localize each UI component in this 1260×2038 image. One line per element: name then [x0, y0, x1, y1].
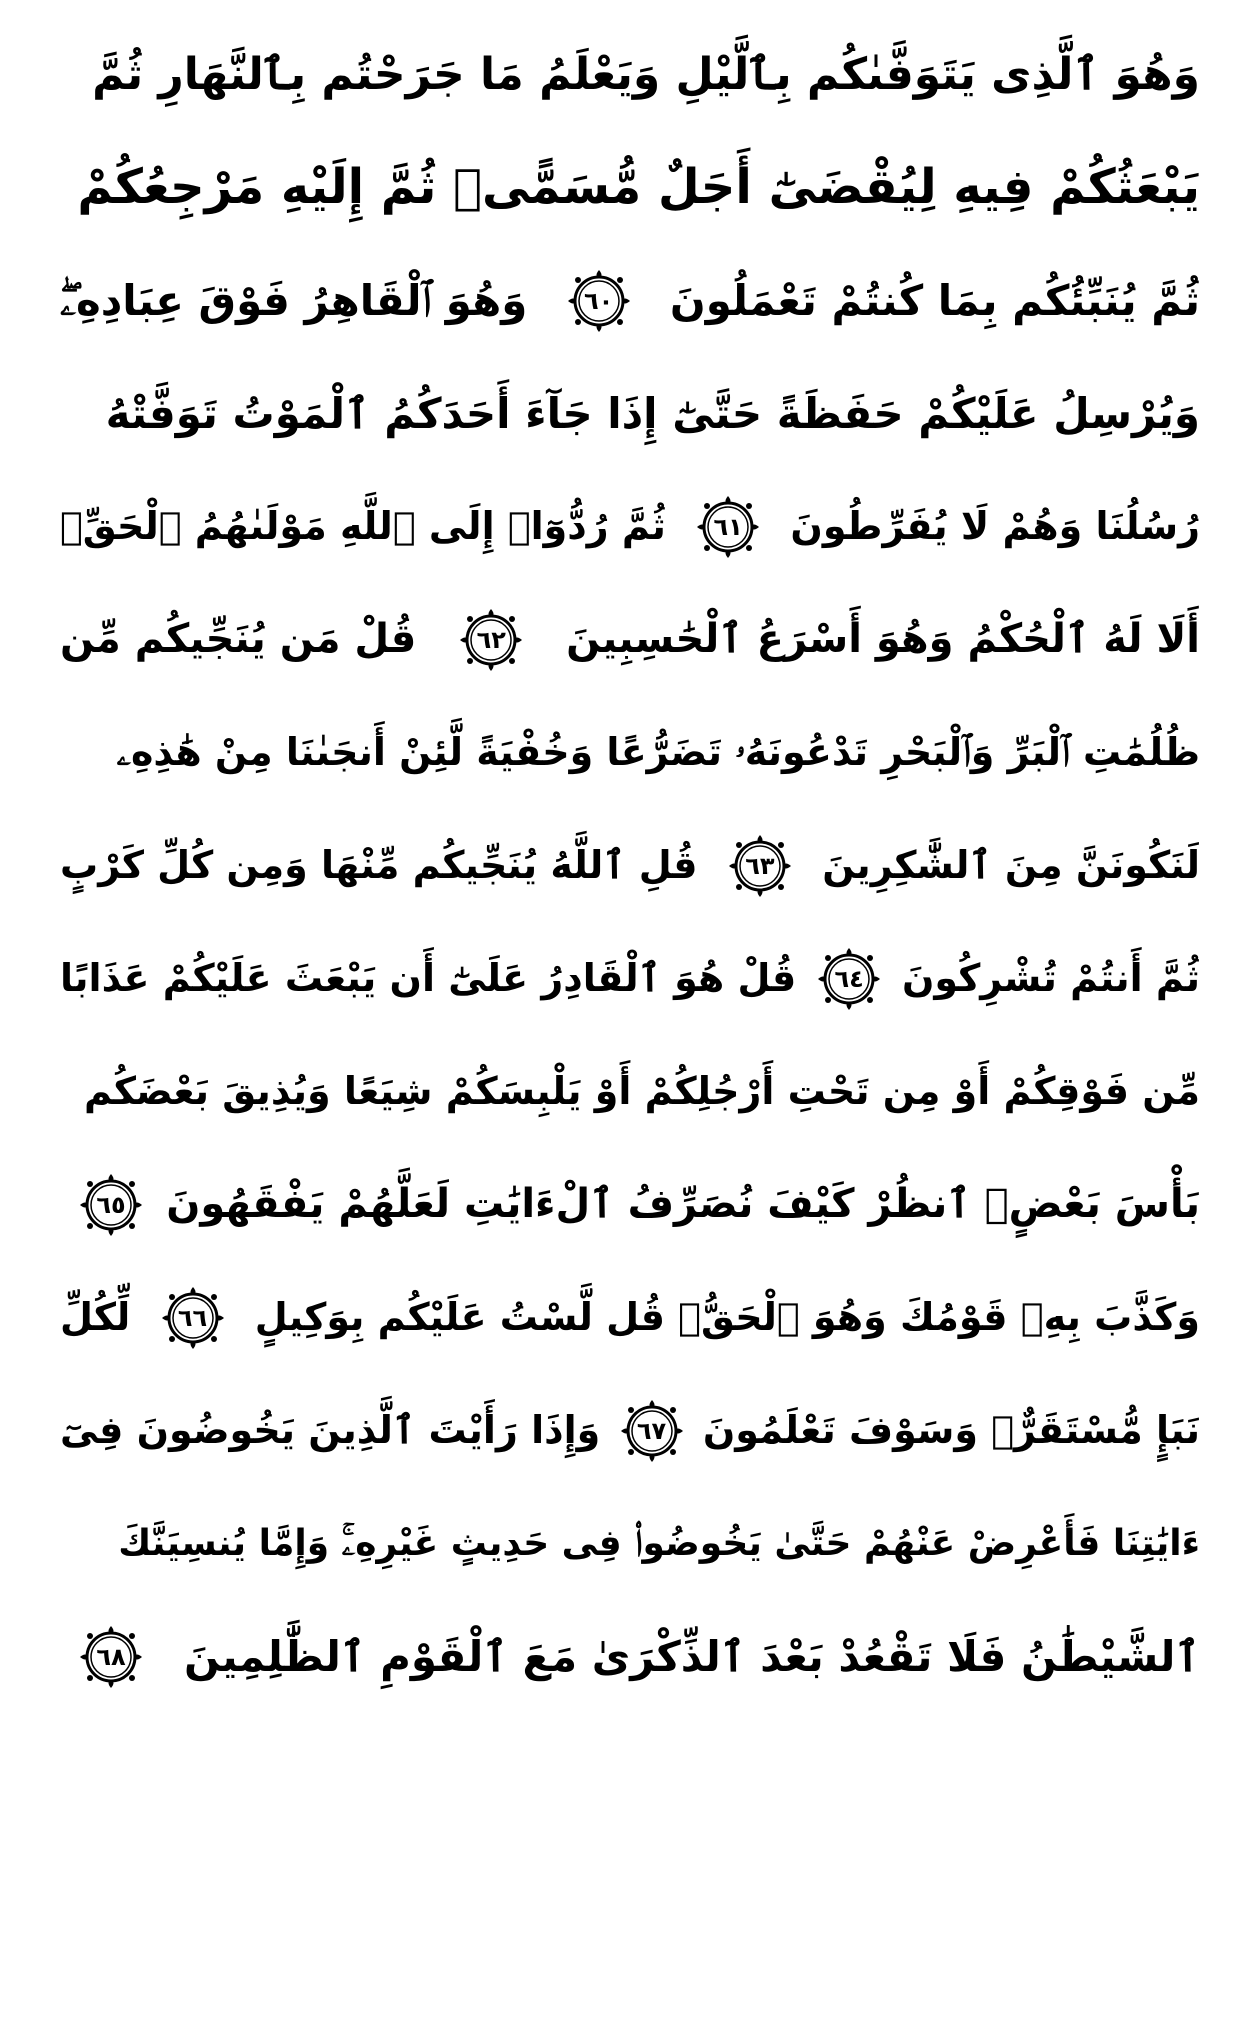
verse-text: وَكَذَّبَ بِهِۦ قَوْمُكَ وَهُوَ ٱلْحَقُّۚ قُل لَّسْتُ عَلَيْكُم بِوَكِيلٍ	[254, 1295, 1200, 1339]
verse-line	[60, 809, 1200, 922]
verse-line	[60, 244, 1200, 357]
verse-line	[60, 1035, 1200, 1148]
ayah-number: ٦١	[713, 512, 743, 541]
verse-line	[60, 1374, 1200, 1487]
verse-text: ثُمَّ أَنتُمْ تُشْرِكُونَ	[901, 956, 1200, 1000]
verse-text: مِّن فَوْقِكُمْ أَوْ مِن تَحْتِ أَرْجُلِكُمْ أَوْ يَلْبِسَكُمْ شِيَعًا وَيُذِيقَ بَعْضَكُم	[84, 1069, 1200, 1113]
verse-line-content	[60, 131, 1200, 244]
verse-text: وَإِذَا رَأَيْتَ ٱلَّذِينَ يَخُوضُونَ فِىٓ	[60, 1408, 601, 1452]
verse-text: ٱلشَّيْطَٰنُ فَلَا تَقْعُدْ بَعْدَ ٱلذِّكْرَىٰ مَعَ ٱلْقَوْمِ ٱلظَّٰلِمِينَ	[183, 1632, 1200, 1681]
verse-text: لِّكُلِّ	[60, 1295, 131, 1339]
ayah-number-marker	[76, 1622, 146, 1692]
verse-text: قُلِ ٱللَّهُ يُنَجِّيكُم مِّنْهَا وَمِن كُلِّ كَرْبٍ	[60, 843, 698, 887]
verse-line	[60, 131, 1200, 244]
verse-line	[60, 1261, 1200, 1374]
verse-text: لَنَكُونَنَّ مِنَ ٱلشَّٰكِرِينَ	[822, 843, 1200, 887]
ayah-number: ٦٢	[476, 625, 506, 654]
verse-line	[60, 470, 1200, 583]
verse-text: بَأْسَ بَعْضٍۗ ٱنظُرْ كَيْفَ نُصَرِّفُ ٱلْءَايَٰتِ لَعَلَّهُمْ يَفْقَهُونَ	[166, 1181, 1200, 1227]
ayah-number-marker	[814, 944, 884, 1014]
verse-text: أَلَا لَهُ ٱلْحُكْمُ وَهُوَ أَسْرَعُ ٱلْحَٰسِبِينَ	[566, 616, 1200, 662]
verse-line	[60, 1600, 1200, 1713]
verse-line-content	[60, 696, 1200, 809]
verse-line-content	[60, 1261, 1200, 1374]
verse-line-content	[60, 1487, 1200, 1600]
verse-line-content	[60, 1035, 1200, 1148]
verse-text: ظُلُمَٰتِ ٱلْبَرِّ وَٱلْبَحْرِ تَدْعُونَهُۥ تَضَرُّعًا وَخُفْيَةً لَّئِنْ أَنجَىٰنَا مِنْ هَٰذِهِۦ	[116, 730, 1200, 774]
ayah-number: ٦٦	[177, 1303, 208, 1332]
ayah-number-marker	[456, 605, 526, 675]
verse-text: قُلْ مَن يُنَجِّيكُم مِّن	[60, 616, 417, 662]
ayah-number-marker	[693, 492, 763, 562]
verse-line-content	[60, 1600, 1200, 1713]
ayah-number-marker	[617, 1396, 687, 1466]
verse-line-content	[60, 470, 1200, 583]
verse-text: ءَايَٰتِنَا فَأَعْرِضْ عَنْهُمْ حَتَّىٰ يَخُوضُوا۟ فِى حَدِيثٍ غَيْرِهِۦۚ وَإِمَّا يُنسِيَنَّكَ	[118, 1523, 1200, 1564]
verse-line-content	[60, 922, 1200, 1035]
verse-text: يَبْعَثُكُمْ فِيهِ لِيُقْضَىٰٓ أَجَلٌ مُّسَمًّىۖ ثُمَّ إِلَيْهِ مَرْجِعُكُمْ	[77, 159, 1200, 215]
verse-text: رُسُلُنَا وَهُمْ لَا يُفَرِّطُونَ	[790, 504, 1200, 548]
verse-text: نَبَإٍ مُّسْتَقَرٌّۚ وَسَوْفَ تَعْلَمُونَ	[702, 1408, 1200, 1452]
ayah-number-marker	[725, 831, 795, 901]
verse-line-content	[60, 583, 1200, 696]
verse-line-content	[60, 357, 1200, 470]
ayah-number-marker	[158, 1283, 228, 1353]
ayah-number-marker	[564, 266, 634, 336]
verse-line	[60, 922, 1200, 1035]
ayah-number: ٦٠	[584, 286, 614, 315]
ayah-number: ٦٤	[834, 964, 864, 993]
verse-text: قُلْ هُوَ ٱلْقَادِرُ عَلَىٰٓ أَن يَبْعَثَ عَلَيْكُمْ عَذَابًا	[60, 956, 797, 1000]
ayah-number: ٦٥	[96, 1190, 126, 1219]
verse-line	[60, 696, 1200, 809]
ayah-number-marker	[76, 1170, 146, 1240]
verse-line-content	[60, 1374, 1200, 1487]
verse-line	[60, 1487, 1200, 1600]
verse-line	[60, 357, 1200, 470]
verse-line	[60, 1148, 1200, 1261]
ayah-number: ٦٧	[636, 1416, 667, 1445]
verse-text: وَيُرْسِلُ عَلَيْكُمْ حَفَظَةً حَتَّىٰٓ إِذَا جَآءَ أَحَدَكُمُ ٱلْمَوْتُ تَوَفَّتْهُ	[105, 389, 1200, 438]
verse-text: ثُمَّ رُدُّوٓا۟ إِلَى ٱللَّهِ مَوْلَىٰهُمُ ٱلْحَقِّۚ	[60, 504, 666, 548]
verse-line-content	[60, 809, 1200, 922]
verse-line	[60, 583, 1200, 696]
verse-text: وَهُوَ ٱلْقَاهِرُ فَوْقَ عِبَادِهِۦۖ	[60, 276, 528, 325]
verse-line	[60, 18, 1200, 131]
verse-line-content	[60, 244, 1200, 357]
verse-line-content	[60, 1148, 1200, 1261]
verse-line-content	[60, 18, 1200, 131]
ayah-number: ٦٨	[96, 1642, 126, 1671]
ayah-number: ٦٣	[745, 851, 775, 880]
verse-text: وَهُوَ ٱلَّذِى يَتَوَفَّىٰكُم بِٱلَّيْلِ وَيَعْلَمُ مَا جَرَحْتُم بِٱلنَّهَارِ ثُمَّ	[92, 49, 1200, 100]
verse-text: ثُمَّ يُنَبِّئُكُم بِمَا كُنتُمْ تَعْمَلُونَ	[669, 276, 1200, 325]
